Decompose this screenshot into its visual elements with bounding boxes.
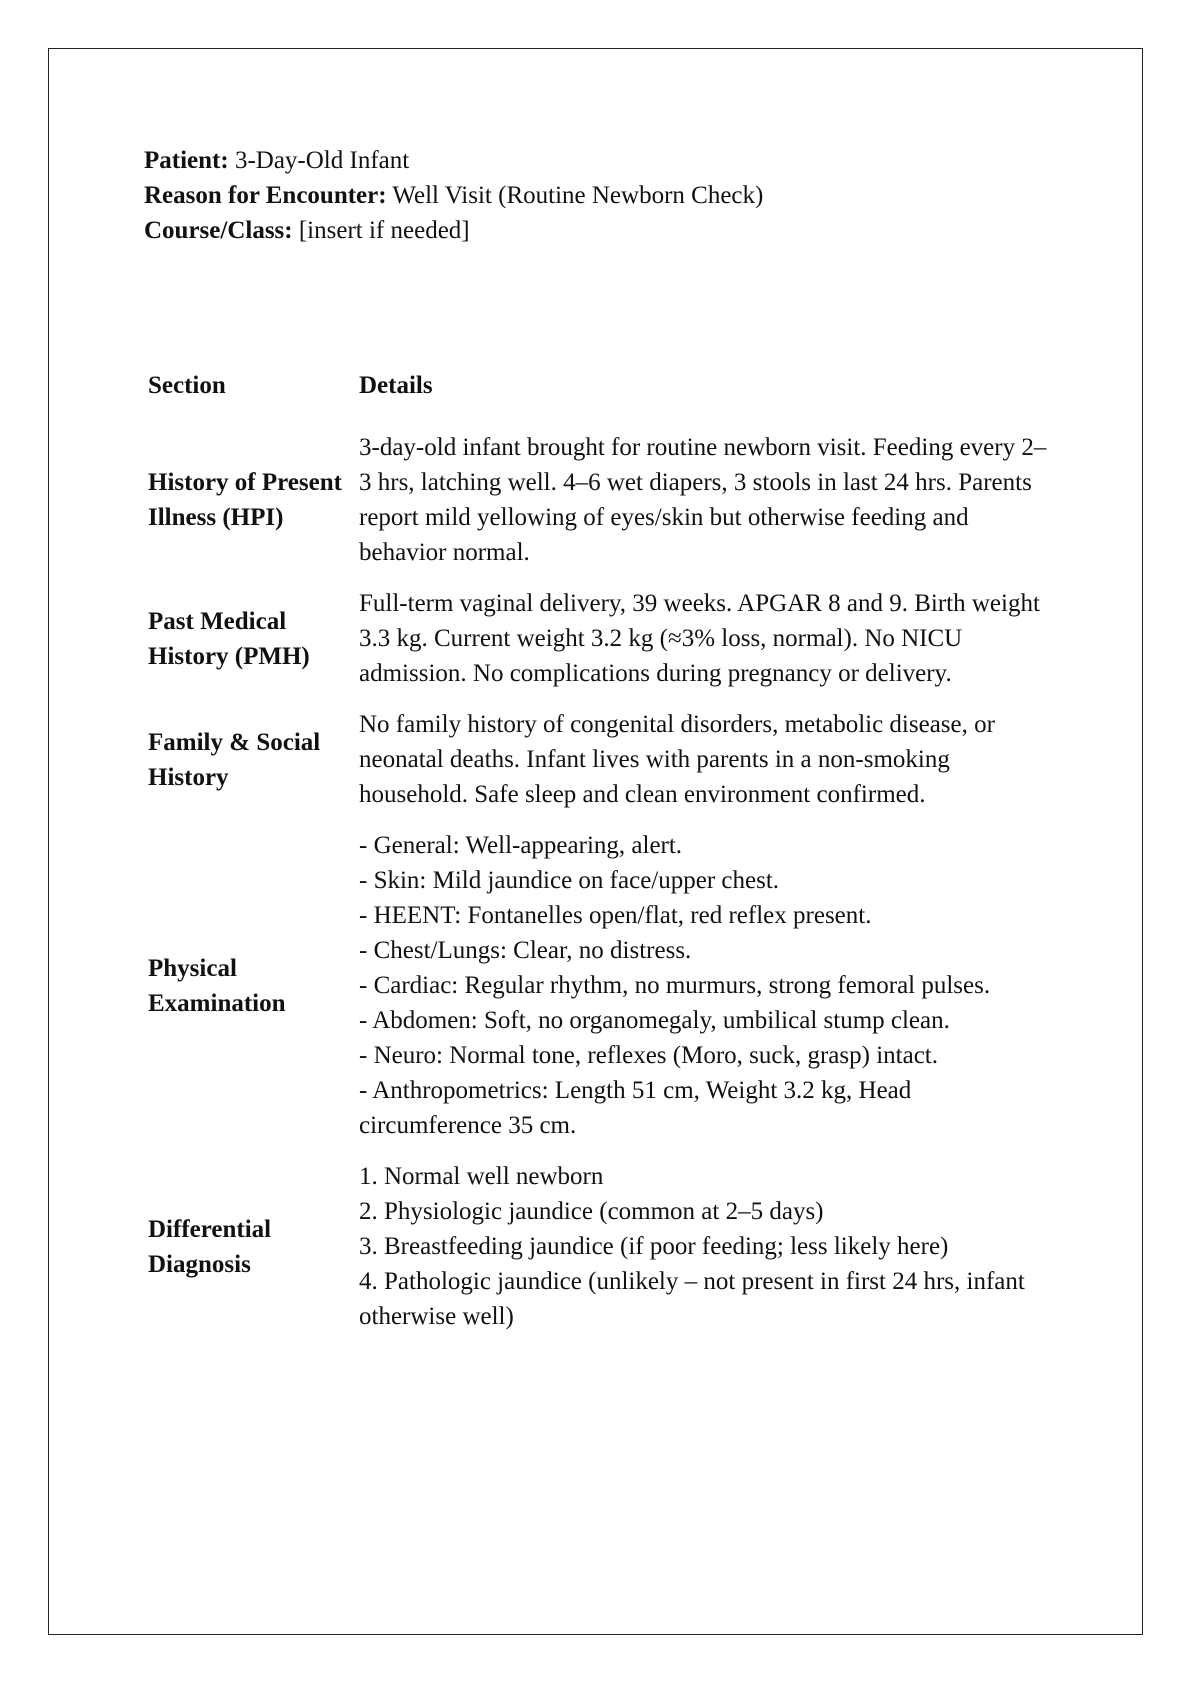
course-value: [insert if needed]	[292, 217, 470, 244]
course-label: Course/Class:	[144, 217, 293, 244]
diagnosis-line: 3. Breastfeeding jaundice (if poor feeding; less likely here)	[359, 1233, 949, 1260]
reason-line	[144, 178, 763, 213]
details-text: 3-day-old infant brought for routine newborn visit. Feeding every 2–3 hrs, latching well. 4–6 wet diapers, 3 stools in last 24 hrs. Parents report mild yellowing of eyes/skin but otherwise feeding and behavior normal.	[359, 434, 1047, 566]
details-cell	[359, 707, 1048, 812]
exam-line: - HEENT: Fontanelles open/flat, red reflex present.	[359, 902, 872, 929]
section-cell: Past Medical History (PMH)	[148, 607, 310, 670]
details-cell	[359, 828, 1048, 1143]
course-line	[144, 213, 763, 248]
exam-line: - Abdomen: Soft, no organomegaly, umbilical stump clean.	[359, 1007, 950, 1034]
reason-label: Reason for Encounter:	[144, 182, 387, 209]
encounter-table	[148, 368, 1048, 1334]
exam-line: - Skin: Mild jaundice on face/upper chest.	[359, 867, 780, 894]
exam-line: - Neuro: Normal tone, reflexes (Moro, suck, grasp) intact.	[359, 1042, 938, 1069]
details-cell	[359, 586, 1048, 691]
details-cell	[359, 430, 1048, 570]
table-row	[148, 430, 1048, 570]
section-cell: Differential Diagnosis	[148, 1215, 272, 1278]
table-row	[148, 707, 1048, 812]
table-row	[148, 586, 1048, 691]
encounter-header	[144, 143, 763, 248]
exam-line: - Cardiac: Regular rhythm, no murmurs, strong femoral pulses.	[359, 972, 991, 999]
diagnosis-line: 1. Normal well newborn	[359, 1163, 604, 1190]
details-cell	[359, 1159, 1048, 1334]
diagnosis-line: 4. Pathologic jaundice (unlikely – not present in first 24 hrs, infant otherwise well)	[359, 1268, 1025, 1330]
exam-line: - Chest/Lungs: Clear, no distress.	[359, 937, 692, 964]
table-row	[148, 828, 1048, 1143]
patient-value: 3-Day-Old Infant	[228, 147, 410, 174]
column-header-section: Section	[148, 372, 226, 399]
details-text: Full-term vaginal delivery, 39 weeks. APGAR 8 and 9. Birth weight 3.3 kg. Current weight 3.2 kg (≈3% loss, normal). No NICU admission. No complications during pregnancy or delivery.	[359, 590, 1040, 687]
reason-value: Well Visit (Routine Newborn Check)	[386, 182, 764, 209]
patient-line	[144, 143, 763, 178]
diagnosis-line: 2. Physiologic jaundice (common at 2–5 days)	[359, 1198, 824, 1225]
exam-line: - General: Well-appearing, alert.	[359, 832, 683, 859]
column-header-details: Details	[359, 372, 433, 399]
details-text: No family history of congenital disorders, metabolic disease, or neonatal deaths. Infant lives with parents in a non-smoking household. Safe sleep and clean environment confirmed.	[359, 711, 995, 808]
exam-line: - Anthropometrics: Length 51 cm, Weight 3.2 kg, Head circumference 35 cm.	[359, 1077, 912, 1139]
table-header	[148, 368, 1048, 414]
patient-label: Patient:	[144, 147, 229, 174]
section-cell: Physical Examination	[148, 954, 286, 1017]
section-cell: Family & Social History	[148, 728, 321, 791]
table-row	[148, 1159, 1048, 1334]
section-cell: History of Present Illness (HPI)	[148, 469, 342, 531]
